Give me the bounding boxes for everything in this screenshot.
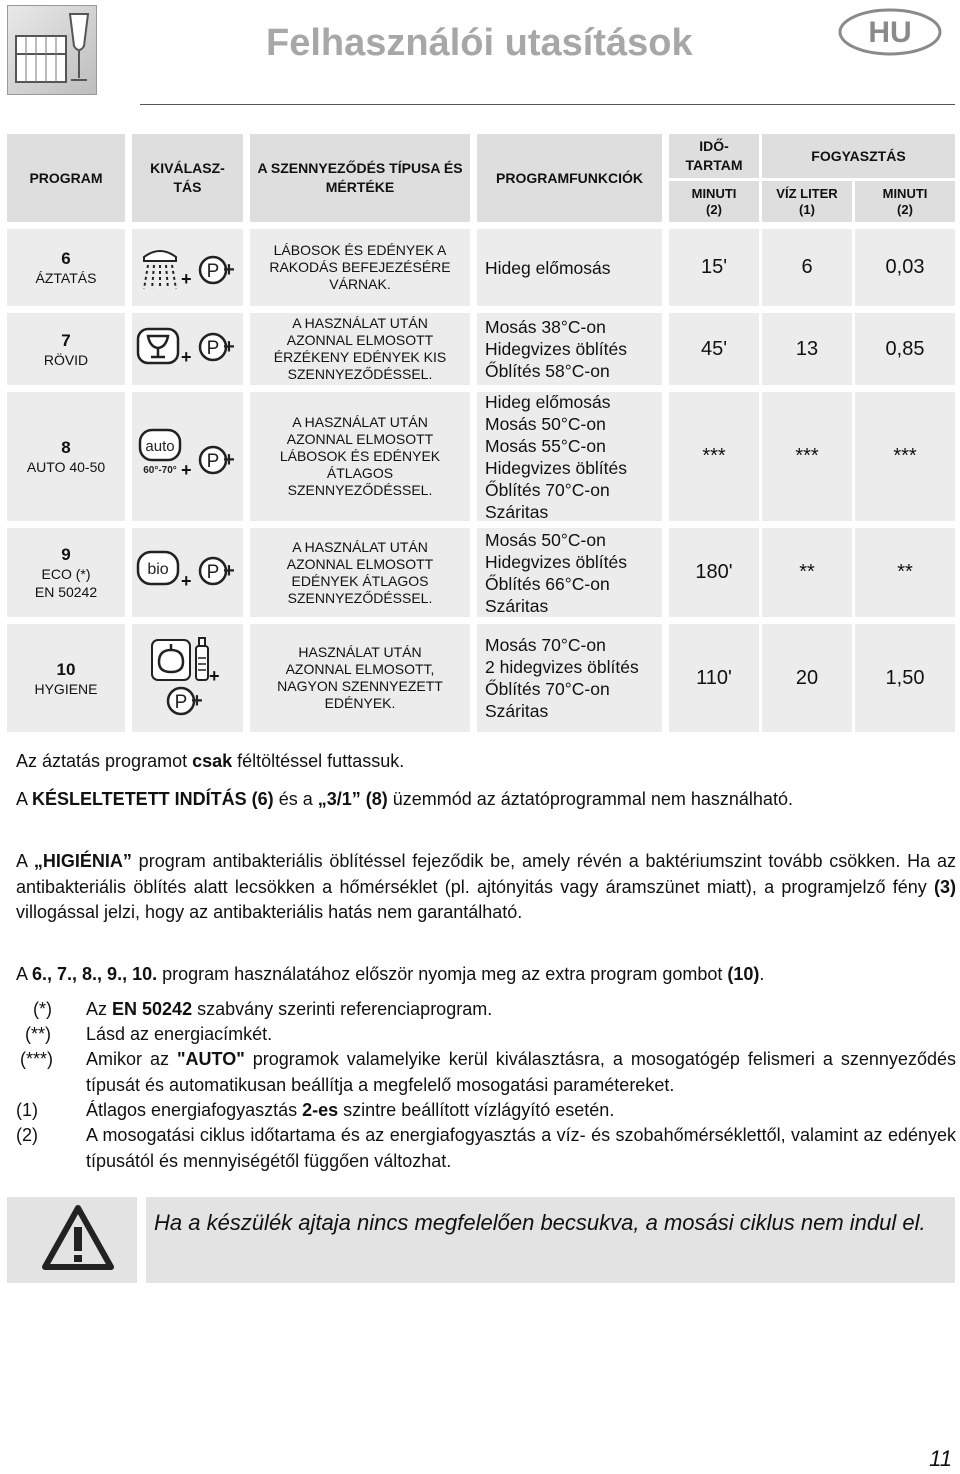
selection-cell	[132, 229, 243, 306]
program-name: HYGIENE	[34, 680, 98, 697]
water-value: 20	[762, 624, 852, 732]
program-number: 10	[56, 659, 76, 679]
note-extra-button: A 6., 7., 8., 9., 10. program használatához először nyomja meg az extra program gombot (10).	[16, 964, 765, 984]
header-divider	[140, 104, 955, 105]
footnote-mark: (***)	[20, 1049, 54, 1069]
function-step: Mosás 50°C-on	[485, 529, 606, 550]
extra-program-p-plus-icon	[198, 253, 238, 291]
selection-cell	[132, 528, 243, 617]
function-step: Őblítés 70°C-on	[485, 479, 610, 500]
function-step: Hidegvizes öblítés	[485, 551, 628, 572]
water-value: **	[762, 528, 852, 617]
program-number: 7	[61, 330, 71, 350]
svg-text:P: P	[206, 338, 220, 359]
program-name: ECO (*)	[41, 566, 91, 582]
footnote-mark: (2)	[16, 1125, 38, 1145]
auto-icon	[138, 428, 182, 476]
bio-icon-label: bio	[147, 561, 169, 578]
footnote-text: Lásd az energiacímkét.	[86, 1024, 273, 1044]
program-cell	[7, 624, 125, 732]
energy-value: 1,50	[855, 624, 955, 732]
col-header-soil: A SZENNYEZŐDÉS TÍPUSA ÉS MÉRTÉKE	[250, 134, 470, 222]
program-functions	[477, 528, 662, 617]
glass-icon	[136, 327, 180, 367]
svg-text:+: +	[223, 259, 235, 281]
function-step: Hideg előmosás	[485, 257, 611, 278]
note-hygiene: A „HIGIÉNIA” program antibakteriális öblítéssel fejeződik be, amely révén a baktériumszint tovább csökken. Ha az antibakteriális öblítés alatt lecsökken a hőmérséklet (pl. ajtónyitás vagy áramszünet miatt), a programjelző fény (3) villogással jelzi, hogy az antibakteriális hatás nem garantálható.	[16, 851, 956, 922]
page-number: 11	[929, 1446, 952, 1471]
function-step: Mosás 38°C-on	[485, 317, 606, 337]
svg-text:P: P	[206, 562, 220, 583]
program-cell	[7, 528, 125, 617]
svg-text:+: +	[191, 690, 203, 712]
selection-cell	[132, 392, 243, 521]
water-value: 6	[762, 229, 852, 306]
program-standard: EN 50242	[34, 584, 98, 600]
energy-value: **	[855, 528, 955, 617]
svg-text:+: +	[223, 560, 235, 582]
soil-description: A HASZNÁLAT UTÁN AZONNAL ELMOSOTT LÁBOSOK ÉS EDÉNYEK ÁTLAGOS SZENNYEZŐDÉSSEL.	[250, 392, 470, 521]
function-step: Mosás 55°C-on	[485, 435, 606, 456]
program-number: 8	[61, 438, 71, 457]
function-step: Száritas	[485, 501, 549, 522]
warning-icon-cell	[7, 1197, 137, 1283]
footnote-text: A mosogatási ciklus időtartama és az energiafogyasztás a víz- és szobahőmérséklettől, valamint az edények típusától és mennyiségétől függően változhat.	[86, 1125, 956, 1171]
col-header-program: PROGRAM	[7, 134, 125, 222]
language-badge	[837, 6, 943, 58]
svg-text:+: +	[223, 449, 235, 471]
svg-text:P: P	[206, 261, 220, 282]
footnote-text: Átlagos energiafogyasztás 2-es szintre beállított vízlágyító esetén.	[86, 1100, 615, 1120]
footnote-text: Amikor az "AUTO" programok valamelyike kerül kiválasztásra, a mosogatógép felismeri a szennyeződés típusát és automatikusan beállítja a megfelelő mosogatási paramétereket.	[86, 1049, 956, 1095]
program-number: 6	[61, 249, 71, 268]
auto-icon-label: auto	[145, 438, 175, 455]
program-functions	[477, 624, 662, 732]
extra-program-p-plus-icon	[166, 684, 206, 722]
program-cell	[7, 313, 125, 385]
col-header-duration-unit: MINUTI (2)	[669, 181, 759, 222]
duration-value: 110'	[669, 624, 759, 732]
function-step: Őblítés 58°C-on	[485, 361, 610, 381]
program-name: AUTO 40-50	[26, 459, 106, 475]
duration-value: 15'	[669, 229, 759, 306]
footnote-mark: (1)	[16, 1100, 38, 1120]
plus-sign: +	[181, 460, 192, 480]
program-number: 9	[61, 545, 71, 564]
selection-cell	[132, 624, 243, 732]
col-header-consumption: FOGYASZTÁS	[762, 134, 955, 178]
duration-value: 180'	[669, 528, 759, 617]
program-functions	[477, 313, 662, 385]
warning-triangle-icon	[41, 1203, 115, 1273]
extra-program-p-plus-icon	[198, 443, 238, 481]
footnote-mark: (*)	[33, 999, 52, 1019]
svg-text:+: +	[223, 336, 235, 358]
plus-sign: +	[181, 347, 192, 367]
col-header-duration: IDŐ-TARTAM	[669, 134, 759, 178]
duration-value: ***	[669, 392, 759, 521]
dishwasher-logo-icon	[7, 5, 97, 95]
water-value: ***	[762, 392, 852, 521]
plus-sign: +	[209, 666, 220, 686]
soil-description: HASZNÁLAT UTÁN AZONNAL ELMOSOTT, NAGYON SZENNYEZETT EDÉNYEK.	[250, 624, 470, 732]
language-label: HU	[868, 16, 912, 49]
soil-description: A HASZNÁLAT UTÁN AZONNAL ELMOSOTT EDÉNYEK ÁTLAGOS SZENNYEZŐDÉSSEL.	[250, 528, 470, 617]
function-step: Száritas	[485, 701, 549, 721]
extra-program-p-plus-icon	[198, 330, 238, 368]
water-value: 13	[762, 313, 852, 385]
plus-sign: +	[181, 571, 192, 591]
warning-message: Ha a készülék ajtaja nincs megfelelően becsukva, a mosási ciklus nem indul el.	[146, 1197, 955, 1283]
footnote-mark: (**)	[25, 1024, 51, 1044]
duration-value: 45'	[669, 313, 759, 385]
function-step: Hidegvizes öblítés	[485, 457, 628, 478]
col-header-water: VÍZ LITER (1)	[762, 181, 852, 222]
program-name: ÁZTATÁS	[35, 270, 97, 286]
col-header-energy: MINUTI (2)	[855, 181, 955, 222]
program-functions	[477, 229, 662, 306]
auto-icon-temp: 60°-70°	[143, 465, 177, 476]
col-header-functions: PROGRAMFUNKCIÓK	[477, 134, 662, 222]
function-step: Száritas	[485, 595, 549, 616]
energy-value: ***	[855, 392, 955, 521]
soil-description: A HASZNÁLAT UTÁN AZONNAL ELMOSOTT ÉRZÉKENY EDÉNYEK KIS SZENNYEZŐDÉSSEL.	[250, 313, 470, 385]
bio-icon	[136, 548, 180, 588]
footnote-text: Az EN 50242 szabvány szerinti referenciaprogram.	[86, 999, 493, 1019]
program-name: RÖVID	[43, 351, 89, 368]
svg-text:P: P	[206, 451, 220, 472]
selection-cell	[132, 313, 243, 385]
plus-sign: +	[181, 269, 192, 289]
energy-value: 0,03	[855, 229, 955, 306]
program-cell	[7, 229, 125, 306]
program-functions	[477, 392, 662, 521]
function-step: Hideg előmosás	[485, 391, 611, 412]
function-step: Hidegvizes öblítés	[485, 339, 628, 359]
extra-program-p-plus-icon	[198, 554, 238, 592]
page-title: Felhasználói utasítások	[266, 22, 693, 64]
note-soak: Az áztatás programot csak féltöltéssel futtassuk.	[16, 751, 405, 771]
program-cell	[7, 392, 125, 521]
col-header-selection: KIVÁLASZ-TÁS	[132, 134, 243, 222]
soil-description: LÁBOSOK ÉS EDÉNYEK A RAKODÁS BEFEJEZÉSÉRE VÁRNAK.	[250, 229, 470, 306]
rinse-shower-icon	[140, 243, 180, 293]
note-delay: A KÉSLELTETETT INDÍTÁS (6) és a „3/1” (8) üzemmód az áztatóprogrammal nem használható.	[16, 789, 793, 809]
function-step: Mosás 50°C-on	[485, 413, 606, 434]
function-step: Mosás 70°C-on	[485, 635, 606, 655]
function-step: Őblítés 66°C-on	[485, 573, 610, 594]
hygiene-icon	[150, 634, 212, 682]
function-step: 2 hidegvizes öblítés	[485, 657, 639, 677]
function-step: Őblítés 70°C-on	[485, 679, 610, 699]
energy-value: 0,85	[855, 313, 955, 385]
svg-text:P: P	[174, 692, 188, 713]
